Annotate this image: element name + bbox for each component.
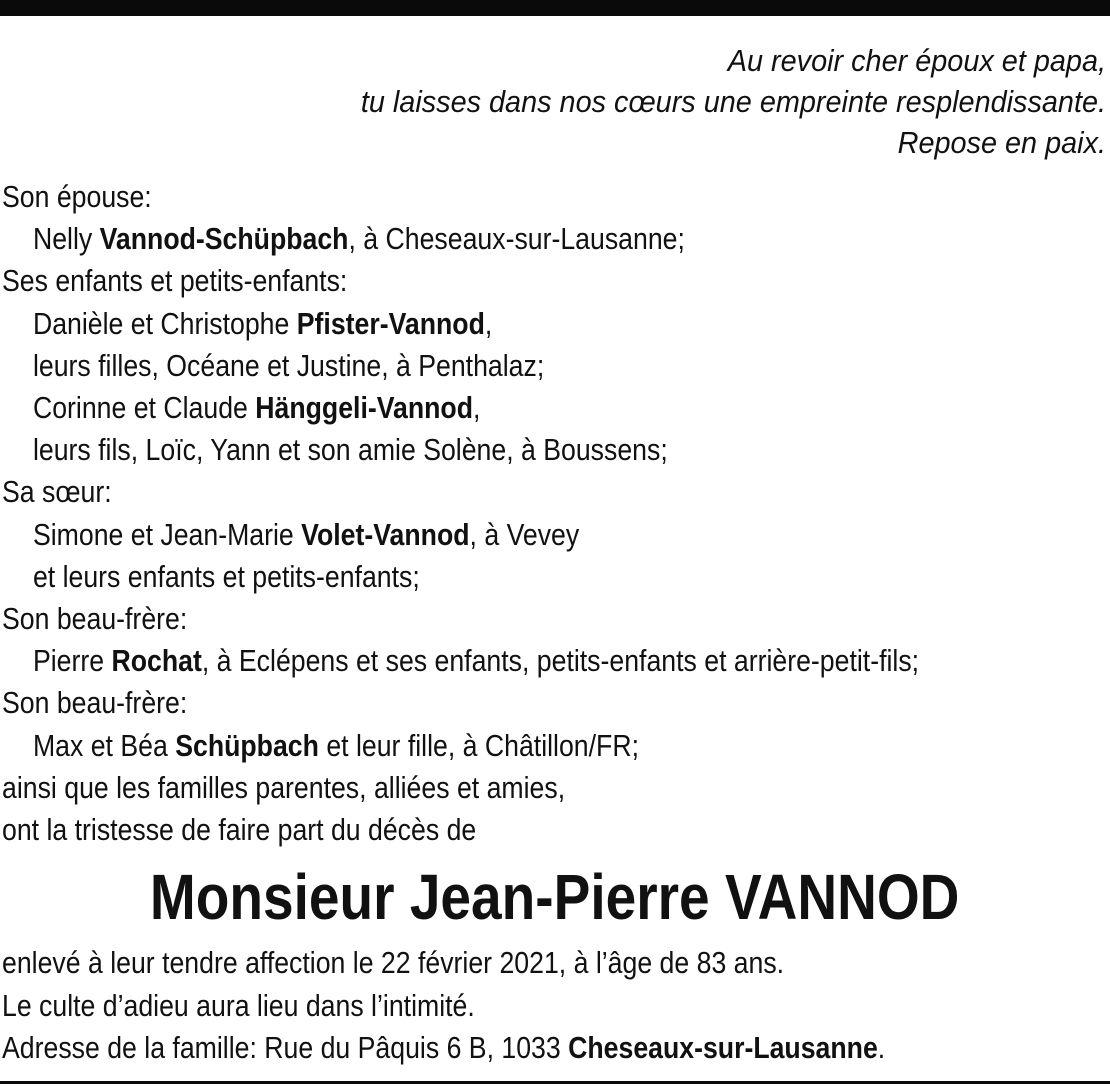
- brother-in-law-first-name: Pierre: [32, 643, 112, 679]
- brother-in-law-heading: Son beau-frère:: [2, 601, 188, 637]
- child-first-names: Corinne et Claude: [32, 390, 256, 426]
- sister-detail: et leurs enfants et petits-enfants;: [32, 558, 420, 594]
- child-first-names: Danièle et Christophe: [32, 305, 297, 341]
- ceremony-line: Le culte d’adieu aura lieu dans l’intimité.: [2, 987, 475, 1023]
- brother-in-law-surname: Rochat: [111, 643, 202, 679]
- child-detail: leurs fils, Loïc, Yann et son amie Solène, à Boussens;: [32, 432, 668, 468]
- spouse-heading: Son épouse:: [2, 179, 152, 214]
- sister-entry: [2, 514, 919, 556]
- death-line: enlevé à leur tendre affection le 22 février 2021, à l’âge de 83 ans.: [2, 945, 785, 980]
- spouse-surname: Vannod-Schüpbach: [99, 221, 349, 257]
- address-street: Adresse de la famille: Rue du Pâquis 6 B, 1033: [2, 1030, 569, 1065]
- brother-in-law-surname: Schüpbach: [175, 727, 319, 763]
- child-surname: Pfister-Vannod: [296, 305, 485, 341]
- announcement-text: ont la tristesse de faire part du décès de: [2, 812, 477, 848]
- sister-surname: Volet-Vannod: [301, 516, 470, 552]
- child-punctuation: ,: [484, 305, 493, 341]
- sister-location: , à Vevey: [469, 516, 580, 552]
- closing-details: [2, 942, 885, 1070]
- family-address: [2, 1027, 885, 1070]
- child-detail: leurs filles, Océane et Justine, à Penthalaz;: [32, 347, 545, 383]
- child-entry: [2, 303, 919, 345]
- deceased-name: [0, 862, 1110, 932]
- brother-in-law-detail: et leur fille, à Châtillon/FR;: [318, 727, 639, 763]
- spouse-first-name: Nelly: [32, 221, 100, 257]
- top-rule: [0, 0, 1110, 16]
- spouse-entry: [2, 218, 919, 260]
- brother-in-law-entry: [2, 725, 919, 767]
- brother-in-law-first-names: Max et Béa: [32, 727, 176, 763]
- sister-heading: Sa sœur:: [2, 474, 112, 510]
- brother-in-law-detail: , à Eclépens et ses enfants, petits-enfants et arrière-petit-fils;: [201, 643, 920, 679]
- child-entry: [2, 387, 919, 429]
- address-city: Cheseaux-sur-Lausanne: [568, 1030, 878, 1065]
- sister-first-names: Simone et Jean-Marie: [32, 516, 302, 552]
- epigraph-line: Au revoir cher époux et papa,: [727, 43, 1106, 78]
- brother-in-law-entry: [2, 640, 919, 682]
- child-surname: Hänggeli-Vannod: [255, 390, 474, 426]
- epigraph-line: tu laisses dans nos cœurs une empreinte resplendissante.: [360, 84, 1106, 119]
- epigraph: [83, 40, 1106, 163]
- brother-in-law-heading: Son beau-frère:: [2, 685, 188, 721]
- other-families: ainsi que les familles parentes, alliées et amies,: [2, 769, 566, 805]
- children-heading: Ses enfants et petits-enfants:: [2, 263, 348, 299]
- family-list: [2, 176, 919, 851]
- spouse-location: , à Cheseaux-sur-Lausanne;: [348, 221, 685, 257]
- deceased-name-text: Monsieur Jean-Pierre VANNOD: [150, 861, 960, 933]
- address-punctuation: .: [877, 1030, 886, 1065]
- bottom-rule: [0, 1081, 1110, 1084]
- epigraph-line: Repose en paix.: [897, 125, 1106, 160]
- child-punctuation: ,: [473, 390, 481, 426]
